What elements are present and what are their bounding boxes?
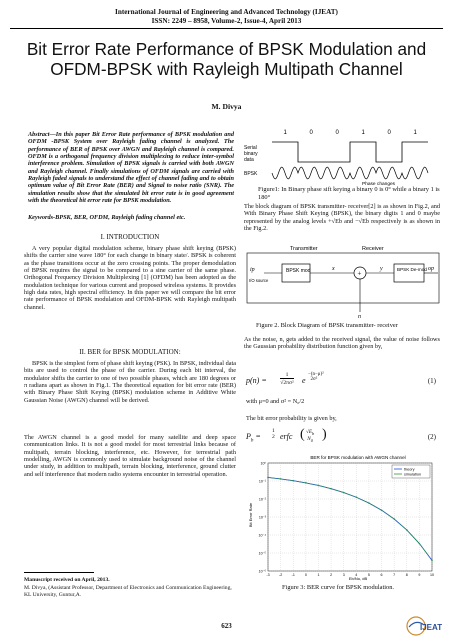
chart-title: BER for BPSK modulation with AWGN channel bbox=[310, 455, 406, 460]
y-tick-label: 10⁻³ bbox=[258, 515, 266, 520]
receiver-label: Receiver bbox=[362, 246, 384, 252]
abstract: Abstract—In this paper Bit Error Rate performance of BPSK modulation and OFDM -BPSK System over Rayleigh fading channel is analyzed. The performance of BER of BPSK over AWGN and Rayleigh channel is compared. OFDM is a orthogonal frequency division multiplexing to reduce inter-symbol interference problem. Simulation of BPSK signals is carried with both AWGN and Rayleigh channel. Finally simulations of OFDM signals are carried with Rayleigh faded signals to understand the effect of channel fading and to obtain optimum value of Bit Error Rate (BER) and Signal to noise ratio (SNR). The simulation results show that the simulated bit error rate is in good agreement with the theoretical bit error rate for BPSK modulation. bbox=[28, 131, 234, 205]
noise-label: n bbox=[358, 314, 361, 320]
figure-1-bpsk-waveform bbox=[244, 128, 444, 186]
legend-entry: simulation bbox=[404, 472, 422, 477]
data-point-simulation bbox=[330, 488, 331, 489]
bpsk-waveform bbox=[272, 167, 428, 179]
bit-label: 0 bbox=[387, 130, 391, 136]
data-point-simulation bbox=[280, 478, 281, 479]
fig1-phase-changes-label: Phase changes bbox=[362, 182, 396, 186]
bit-label: 0 bbox=[335, 130, 339, 136]
data-point-simulation bbox=[381, 509, 382, 510]
data-point-simulation bbox=[393, 518, 394, 519]
data-point-simulation bbox=[368, 502, 369, 503]
figure-3-caption: Figure 3: BER curve for BPSK modulation. bbox=[282, 584, 395, 591]
fig1-binary-label: binary bbox=[244, 151, 258, 157]
data-point-simulation bbox=[419, 543, 420, 544]
data-point-simulation bbox=[343, 492, 344, 493]
x-tick-label: 7 bbox=[393, 573, 396, 577]
ber-paragraph-2: The AWGN channel is a good model for many satellite and deep space communication links. It is not a good model for most terrestrial links because of multipath, terrain blocking, interference, etc. However, for terrestrial path modelling, AWGN is commonly used to simulate background noise of the channel under study, in addition to multipath, terrain blocking, interference, ground clutter and self interference that modern radio systems encounter in terrestrial operation. bbox=[24, 434, 236, 478]
bpsk-mod-label: BPSK mod bbox=[286, 268, 311, 274]
x-tick-label: 9 bbox=[418, 573, 421, 577]
data-point-simulation bbox=[406, 529, 407, 530]
footnote-affiliation: M. Divya, (Assistant Professor, Department of Electronics and Communication Engineering, KL University, Guntur,A. bbox=[24, 585, 232, 598]
x-tick-label: -3 bbox=[266, 573, 270, 577]
y-tick-label: 10⁻⁴ bbox=[258, 533, 266, 538]
x-tick-label: 2 bbox=[330, 573, 333, 577]
x-tick-label: 5 bbox=[367, 573, 370, 577]
y-tick-label: 10⁻¹ bbox=[258, 479, 266, 484]
x-tick-label: -1 bbox=[291, 573, 295, 577]
y-tick-label: 10⁰ bbox=[260, 461, 266, 466]
footnote-received: Manuscript received on April, 2013. bbox=[24, 577, 110, 583]
bpsk-demod-label: BPSK De-mod bbox=[397, 267, 427, 272]
data-point-simulation bbox=[293, 480, 294, 481]
adder-plus: + bbox=[357, 269, 362, 278]
bit-label: 0 bbox=[309, 130, 313, 136]
intro-paragraph: A very popular digital modulation scheme, binary phase shift keying (BPSK) shifts the carrier sine wave 180° for each change in binary state/. BPSK is coherent as the phase transitions occur at the zero crossing points. The proper demodulation of BPSK requires the signal to be compared to a sine carrier of the same phase. Orthogonal Frequency Division Multiplexing [1] (OFDM) has been adopted as the modulation technique for various current and proposed wireless systems. It provides high data rates, high spectral efficiency. In this paper we will compare the bit error rate performance of BPSK modulation and OFDM-BPSK with Rayleigh multipath channel. bbox=[24, 245, 236, 311]
source-label: I/O source bbox=[249, 278, 269, 283]
figure-2-block-diagram bbox=[246, 244, 442, 320]
keywords: Keywords-BPSK, BER, OFDM, Rayleigh fading channel etc. bbox=[28, 214, 186, 221]
y-tick-label: 10⁻⁶ bbox=[258, 569, 266, 574]
x-tick-label: 4 bbox=[355, 573, 358, 577]
x-tick-label: 10 bbox=[430, 573, 434, 577]
logo-text: IJEAT bbox=[420, 623, 442, 632]
fig1-data-label: data bbox=[244, 157, 254, 163]
equation-2: $P_b$ = 1 2 erfc ( $√E_b$ $N_0$ ) (2) bbox=[246, 427, 436, 444]
data-point-simulation bbox=[318, 485, 319, 486]
chart-xlabel: Eb/No, dB bbox=[348, 576, 368, 581]
equation-1: p(n) = 1 √2πσ² e −(n−μ)² 2σ² (1) bbox=[246, 372, 436, 386]
author-name: M. Divya bbox=[211, 102, 242, 111]
serial-data-waveform bbox=[272, 142, 428, 162]
journal-name: International Journal of Engineering and Advanced Technology (IJEAT) bbox=[115, 8, 338, 16]
header-rule bbox=[10, 28, 443, 29]
figure-3-ber-chart bbox=[246, 453, 442, 581]
issn-line: ISSN: 2249 – 8958, Volume-2, Issue-4, April 2013 bbox=[151, 17, 302, 25]
legend-entry: theory bbox=[404, 467, 415, 472]
page-number: 623 bbox=[221, 622, 232, 630]
bit-label: 1 bbox=[361, 130, 365, 136]
fig1-bpsk-label: BPSK bbox=[244, 171, 258, 177]
section-heading-ber: II. BER for BPSK MODULATION: bbox=[79, 348, 181, 356]
x-tick-label: -2 bbox=[279, 573, 283, 577]
equation-condition: with μ=0 and σ² = N₀/2 bbox=[246, 398, 305, 405]
x-tick-label: 1 bbox=[317, 573, 320, 577]
x-tick-label: 6 bbox=[380, 573, 383, 577]
section-heading-intro: I. INTRODUCTION bbox=[100, 233, 160, 241]
x-label: x bbox=[332, 266, 335, 272]
figure-2-caption: Figure 2. Block Diagram of BPSK transmitter- receiver bbox=[256, 322, 398, 329]
y-tick-label: 10⁻² bbox=[258, 497, 266, 502]
y-tick-label: 10⁻⁵ bbox=[258, 551, 266, 556]
noise-paragraph: As the noise, n, gets added to the received signal, the value of noise follows the Gaussian probability distribution function given by, bbox=[244, 336, 440, 351]
input-label: ip bbox=[250, 267, 255, 273]
ijeat-logo bbox=[406, 615, 442, 636]
paper-title: Bit Error Rate Performance of BPSK Modulation and OFDM-BPSK with Rayleigh Multipath Channel bbox=[26, 39, 427, 79]
data-point-simulation bbox=[431, 560, 432, 561]
system-frame bbox=[247, 253, 439, 303]
data-point-simulation bbox=[267, 477, 268, 478]
y-label: y bbox=[380, 266, 383, 272]
bit-label: 1 bbox=[413, 130, 417, 136]
figure-1-caption: Figure1: In Binary phase sift keying a binary 0 is 0° while a binary 1 is 180° bbox=[258, 186, 440, 201]
ber-paragraph-1: BPSK is the simplest form of phase shift keying (PSK). In BPSK, individual data bits are used to control the phase of the carrier. During each bit interval, the modulator shifts the carrier to one of two possible phases, which are 180 degrees or π radians apart as shown in Fig.1. The theoretical equation for bit error rate (BER) with Binary Phase Shift Keying (BPSK) modulation scheme in Additive White Gaussian Noise (AWGN) channel will be derived. bbox=[24, 360, 236, 404]
eq2-number: (2) bbox=[427, 433, 436, 441]
chart-ylabel: Bit Error Rate bbox=[248, 502, 253, 528]
eq1-number: (1) bbox=[427, 377, 436, 385]
data-point-simulation bbox=[356, 497, 357, 498]
ber-probability-text: The bit error probability is given by, bbox=[246, 415, 337, 422]
bit-label: 1 bbox=[283, 130, 287, 136]
diagram-paragraph: The block diagram of BPSK transmitter- receiver[2] is as shown in Fig.2, and With Binary Phase Shift Keying (BPSK), the binary digits 1 and 0 maybe represented by the analog levels +√Eb and −√Eb respectively is as shown in the Fig.2. bbox=[244, 203, 440, 233]
fig1-serial-label: Serial bbox=[244, 145, 257, 151]
output-label: op bbox=[428, 266, 434, 272]
x-tick-label: 8 bbox=[405, 573, 408, 577]
x-tick-label: 3 bbox=[342, 573, 345, 577]
footnote-rule bbox=[24, 572, 94, 573]
transmitter-label: Transmitter bbox=[290, 246, 318, 252]
data-point-simulation bbox=[305, 482, 306, 483]
x-tick-label: 0 bbox=[304, 573, 307, 577]
